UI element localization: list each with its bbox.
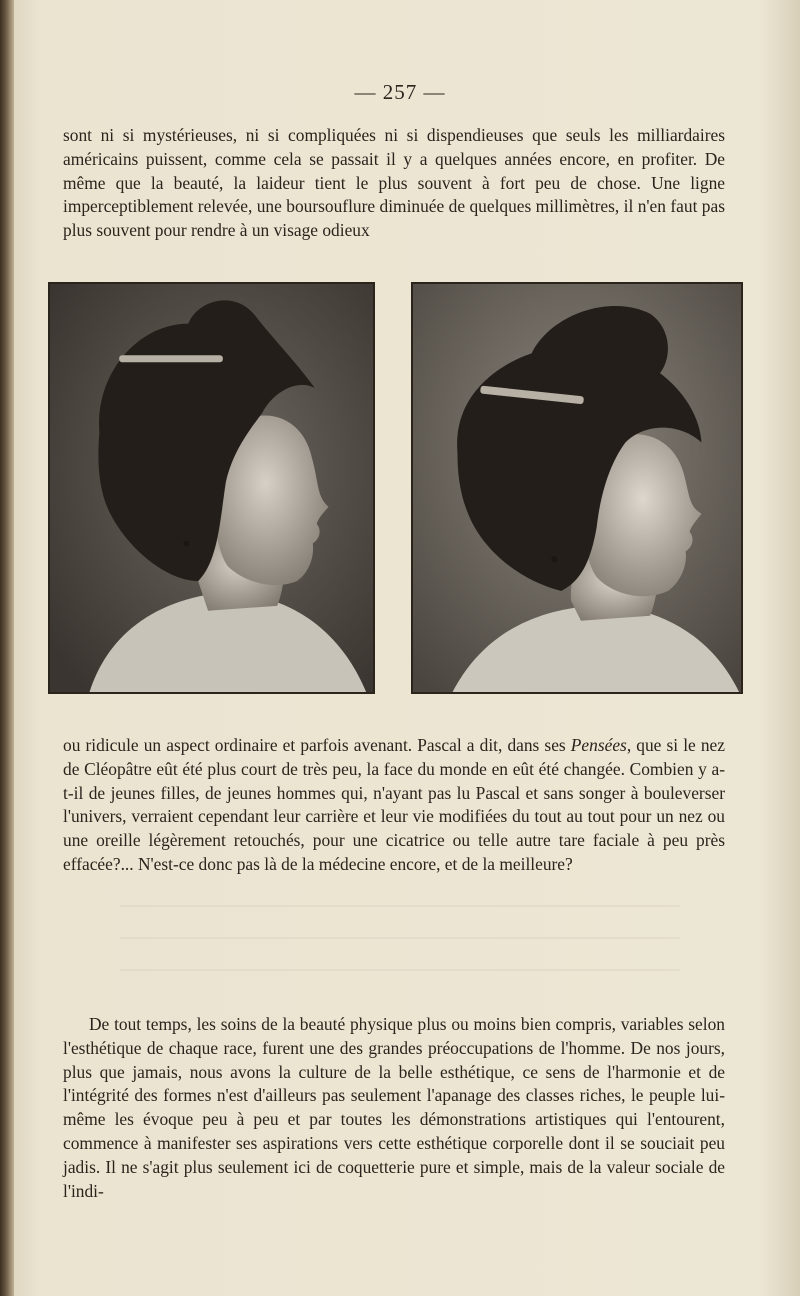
photo-profile-before bbox=[48, 282, 375, 694]
portrait-profile-right bbox=[413, 284, 741, 692]
portrait-profile-left bbox=[50, 284, 373, 692]
paragraph-2-italic-title: Pensées bbox=[570, 735, 627, 755]
paragraph-2 bbox=[63, 734, 725, 877]
show-through-texture bbox=[120, 905, 680, 1001]
paragraph-2-start: ou ridicule un aspect ordinaire et parfois avenant. Pascal a dit, dans ses bbox=[63, 735, 571, 755]
paragraph-2-end: , que si le nez de Cléopâtre eût été plus court de très peu, la face du monde en eût été changée. Combien y a-t-il de jeunes filles, de jeunes hommes qui, n'ayant pas lu Pascal et sans songer à bouleverser l'univers, verraient cependant leur carrière et leur vie modifiées du tout au tout pour un nez ou une oreille légèrement retouchés, pour une cicatrice ou telle autre tare faciale à peu près effacée?... N'est-ce donc pas là de la médecine encore, et de la meilleure? bbox=[63, 735, 725, 874]
paragraph-3: De tout temps, les soins de la beauté physique plus ou moins bien compris, variables selon l'esthétique de chaque race, furent une des grandes préoccupations de l'homme. De nos jours, plus que jamais, nous avons la culture de la belle esthétique, ce sens de l'harmonie et de l'intégrité des formes n'est d'ailleurs pas seulement l'apanage des classes riches, le peuple lui-même les évoque peu à peu et par toutes les démonstrations artistiques qui l'entourent, commence à manifester ses aspirations vers cette esthétique corporelle dont il se souciait peu jadis. Il ne s'agit plus seulement ici de coquetterie pure et simple, mais de la valeur sociale de l'indi- bbox=[63, 1014, 725, 1201]
photo-profile-after bbox=[411, 282, 743, 694]
book-binding-edge bbox=[0, 0, 14, 1296]
page-number: — 257 — bbox=[354, 80, 446, 104]
paragraph-1: sont ni si mystérieuses, ni si compliquées ni si dispendieuses que seuls les milliardaires américains puissent, comme cela se passait il y a quelques années encore, en profiter. De même que la beauté, la laideur tient le plus souvent à fort peu de chose. Une ligne imperceptiblement relevée, une boursouflure diminuée de quelques millimètres, il n'en faut pas plus souvent pour rendre à un visage odieux bbox=[63, 125, 725, 241]
